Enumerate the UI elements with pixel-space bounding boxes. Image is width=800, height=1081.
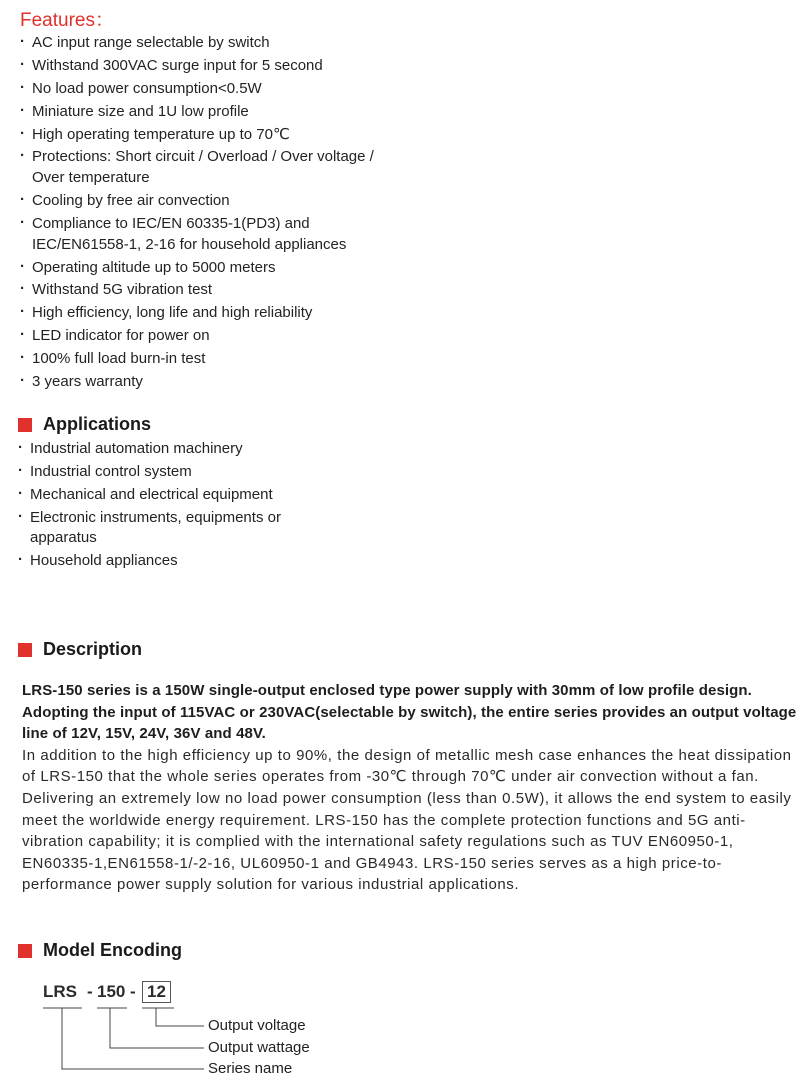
code-separator: -: [87, 982, 93, 1001]
feature-item: · High operating temperature up to 70℃: [20, 125, 400, 146]
code-wattage: 150: [97, 982, 126, 1001]
feature-item: · Operating altitude up to 5000 meters: [20, 258, 400, 279]
label-output-wattage: Output wattage: [208, 1039, 310, 1056]
red-square-icon: [18, 643, 32, 657]
feature-item: · High efficiency, long life and high reliability: [20, 303, 400, 324]
feature-item: · AC input range selectable by switch: [20, 33, 400, 54]
connector-wattage: [110, 1008, 204, 1048]
feature-item: · Cooling by free air convection: [20, 191, 400, 212]
feature-item: · LED indicator for power on: [20, 326, 400, 347]
features-list: [20, 33, 400, 395]
code-series: LRS: [43, 982, 77, 1001]
application-item: · Household appliances: [18, 551, 318, 572]
applications-heading: [18, 414, 151, 435]
description-heading: [18, 639, 142, 660]
description-paragraph-1: LRS-150 series is a 150W single-output enclosed type power supply with 30mm of low profile design. Adopting the input of 115VAC or 230VAC(selectable by switch), the entire series provides an output voltage line of 12V, 15V, 24V, 36V and 48V.: [22, 682, 797, 743]
feature-item: · 100% full load burn-in test: [20, 349, 400, 370]
label-series-name: Series name: [208, 1060, 293, 1077]
feature-item: · Protections: Short circuit / Overload / Over voltage / Over temperature: [20, 147, 400, 188]
label-output-voltage: Output voltage: [208, 1017, 306, 1034]
feature-item: · 3 years warranty: [20, 372, 400, 393]
application-item: · Mechanical and electrical equipment: [18, 485, 318, 506]
code-separator: -: [130, 982, 136, 1001]
feature-item: · Withstand 300VAC surge input for 5 second: [20, 56, 400, 77]
feature-item: · No load power consumption<0.5W: [20, 79, 400, 100]
model-encoding-heading: [18, 940, 182, 961]
applications-list: [18, 439, 318, 574]
model-encoding-diagram: [0, 975, 800, 1081]
application-item: · Industrial automation machinery: [18, 439, 318, 460]
description-paragraph-2: In addition to the high efficiency up to 90%, the design of metallic mesh case enhances the heat dissipation of LRS-150 that the whole series operates from -30℃ through 70℃ under air convection without a fan. Delivering an extremely low no load power consumption (less than 0.5W), it allows the end system to easily meet the worldwide energy requirement. LRS-150 has the complete protection functions and 5G anti-vibration capability; it is complied with the international safety regulations such as TUV EN60950-1, EN60335-1,EN61558-1/-2-16, UL60950-1 and GB4943. LRS-150 series serves as a high price-to-performance power supply solution for various industrial applications.: [22, 746, 792, 894]
feature-item: · Compliance to IEC/EN 60335-1(PD3) and IEC/EN61558-1, 2-16 for household appliances: [20, 214, 400, 255]
description-body: [22, 680, 798, 896]
code-voltage-box: 12: [142, 981, 171, 1003]
feature-item: · Miniature size and 1U low profile: [20, 102, 400, 123]
connector-voltage: [156, 1008, 204, 1026]
application-item: · Industrial control system: [18, 462, 318, 483]
features-title: Features：: [20, 10, 114, 31]
description-title: Description: [43, 639, 143, 659]
application-item: · Electronic instruments, equipments or apparatus: [18, 508, 318, 549]
feature-item: · Withstand 5G vibration test: [20, 280, 400, 301]
red-square-icon: [18, 418, 32, 432]
connector-series: [62, 1008, 204, 1069]
red-square-icon: [18, 944, 32, 958]
model-encoding-title: Model Encoding: [43, 940, 182, 960]
applications-title: Applications: [43, 414, 152, 434]
